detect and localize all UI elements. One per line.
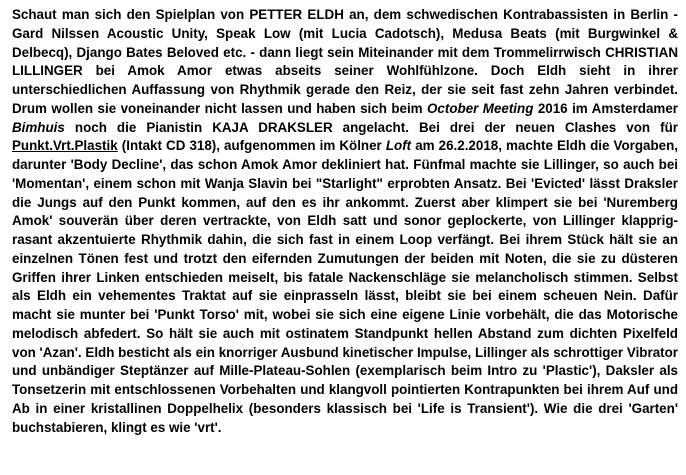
venue-name: Loft	[385, 138, 412, 154]
event-name: October Meeting	[427, 100, 534, 116]
text-segment: bei Amok Amor etwas abseits seiner Wohlfühlzone. Doch Eldh sieht in ihrer unterschiedlichen Auffassung von Rhythmik gerade den Reiz, der sie seit fast zehn Jahren verbindet. Drum wollen sie voneinander nicht lassen und haben sich beim	[12, 63, 678, 116]
venue-name: Bimhuis	[12, 119, 65, 135]
musician-name: KAJA DRAKSLER	[212, 119, 333, 135]
musician-name: PETTER ELDH	[249, 7, 344, 22]
text-segment: angelacht. Bei drei der neuen Clashes von für	[332, 119, 678, 135]
text-segment: noch die Pianistin	[64, 119, 213, 135]
album-title: Punkt.Vrt.Plastik	[12, 138, 118, 154]
text-segment: am 26.2.2018, machte Eldh die Vorgaben, darunter 'Body Decline', das schon Amok Amor dekliniert hat. Fünfmal machte sie Lillinger, so auch bei 'Momentan', einem schon mit Wanja Slavin bei "Starlight" erprobten Ansatz. Bei 'Evicted' lässt Draksler die Jungs auf den Punkt kommen, auf den es ihr ankommt. Zuerst aber klimpert sie bei 'Nuremberg Amok' souverän über deren vertrackte, von Eldh satt und sonor geplockerte, von Lillinger klapprig-rasant akzentuierte Rhythmik dahin, die sich fast in einem Loop verfängt. Bei ihrem Stück hält sie an einzelnen Tönen fest und trotzt den eifernden Zumutungen der beiden mit Noten, die sie zu düsteren Griffen ihrer Linken entschieden meiselt, bis fatale Nackenschläge sie melancholisch stimmen. Selbst als Eldh ein vehementes Traktat auf sie einprasseln lässt, bleibt sie bei einem scheuen Nein. Dafür macht sie munter bei 'Punkt Torso' mit, wobei sie sich eine eigene Linie vorbehält, die das Motorische melodisch abfedert. So hält sie auch mit ostinatem Standpunkt hellen Abstand zum dichten Pixelfeld von 'Azan'. Eldh besticht als ein knorriger Ausbund kinetischer Impulse, Lillinger als schrottiger Vibrator und unbändiger Steptänzer auf Mille-Plateau-Sohlen (exemplarisch beim Intro zu 'Plastic'), Daksler als Tonsetzerin mit entschlossenen Vorbehalten und klangvoll pointierten Kontrapunkten bei ihrem Auf und Ab in einer kristallinen Doppelhelix (besonders klassisch bei 'Life is Transient'). Wie die drei 'Garten' buchstabieren, klingt es wie 'vrt'.	[12, 138, 678, 435]
text-segment: an, dem schwedischen Kontrabassisten in Berlin - Gard Nilssen Acoustic Unity, Speak Low (mit Lucia Cadotsch), Medusa Beats (mit Burgwinkel & Delbecq), Django Bates Beloved etc. - dann liegt sein Miteinander mit dem Trommelirrwisch	[12, 7, 678, 60]
musician-name: CHRISTIAN LILLINGER	[12, 44, 678, 79]
article-paragraph	[12, 6, 678, 437]
text-segment: Schaut man sich den Spielplan von	[12, 7, 250, 22]
text-segment: 2016 im Amsterdamer	[533, 100, 678, 116]
text-segment: (Intakt CD 318), aufgenommen im Kölner	[117, 138, 386, 154]
